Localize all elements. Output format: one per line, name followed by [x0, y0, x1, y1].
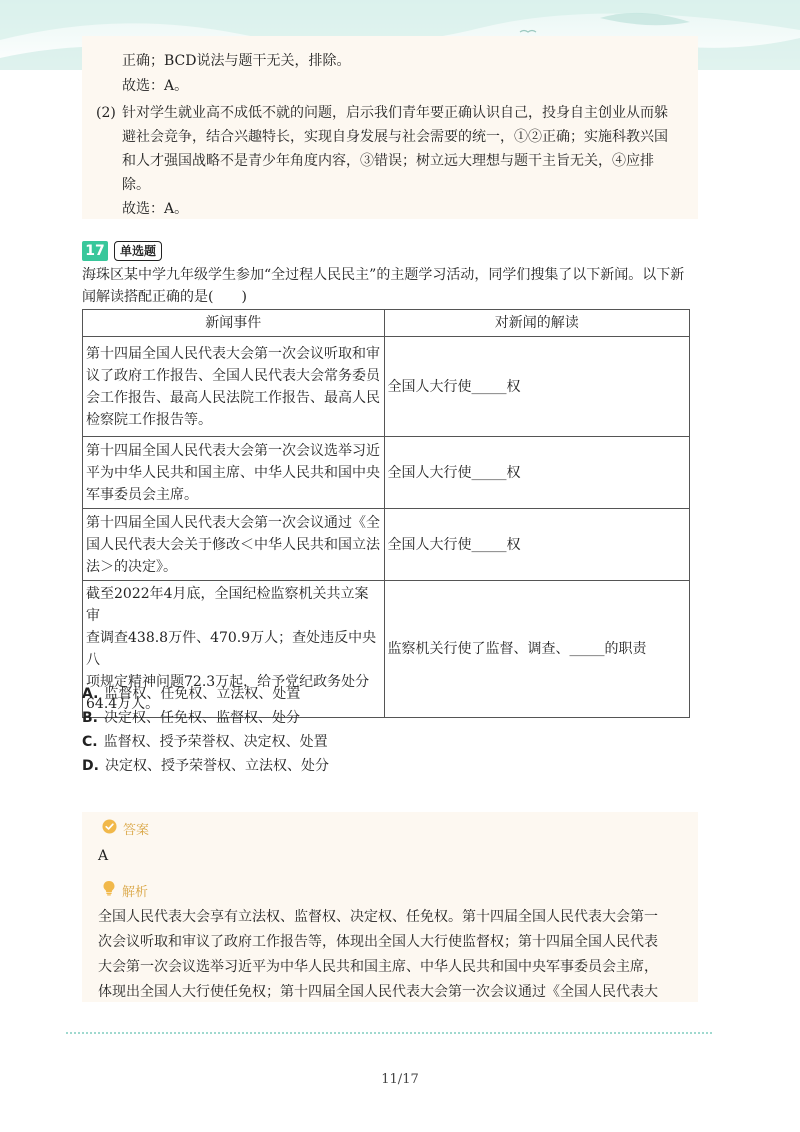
analysis-line: 体现出全国人大行使任免权；第十四届全国人民代表大会第一次会议通过《全国人民代表大	[98, 984, 658, 1000]
event-line: 项规定精神问题72.3万起，给予党纪政务处分	[86, 674, 370, 690]
part-label: (2)	[96, 105, 116, 121]
reading-cell: 全国人大行使_____权	[384, 437, 690, 509]
analysis-line: 除。	[122, 177, 150, 193]
answer-value: A	[98, 848, 109, 864]
answer-label-text: 答案	[123, 823, 150, 838]
event-line: 法＞的决定》。	[86, 558, 177, 575]
option-text: 监督权、授予荣誉权、决定权、处置	[103, 734, 328, 750]
event-line: 平为中华人民共和国主席、中华人民共和国中央	[86, 464, 380, 481]
option-letter: D.	[82, 758, 99, 774]
event-line: 第十四届全国人民代表大会第一次会议选举习近	[86, 442, 380, 459]
analysis-line: 大会第一次会议选举习近平为中华人民共和国主席、中华人民共和国中央军事委员会主席，	[98, 959, 658, 975]
lightbulb-icon	[102, 880, 116, 900]
option-d[interactable]	[82, 755, 329, 777]
option-a[interactable]	[82, 683, 300, 705]
option-text: 决定权、任免权、监督权、处分	[104, 710, 300, 726]
event-line: 军事委员会主席。	[86, 486, 198, 503]
table-row	[83, 509, 690, 581]
page-divider	[66, 1032, 712, 1034]
option-b[interactable]	[82, 707, 300, 729]
reading-cell: 监察机关行使了监督、调查、_____的职责	[384, 581, 690, 718]
event-line: 查调查438.8万件、470.9万人；查处违反中央八	[86, 630, 377, 668]
table-header-cell: 新闻事件	[83, 310, 385, 337]
option-text: 决定权、授予荣誉权、立法权、处分	[104, 758, 329, 774]
table-header-cell: 对新闻的解读	[384, 310, 690, 337]
check-circle-icon	[102, 819, 117, 838]
analysis-line: 故选：A。	[122, 78, 189, 94]
event-cell	[83, 337, 385, 437]
option-letter: C.	[82, 734, 98, 750]
analysis-line: 全国人民代表大会享有立法权、监督权、决定权、任免权。第十四届全国人民代表大会第一	[98, 909, 658, 925]
question-stem: 海珠区某中学九年级学生参加“全过程人民民主”的主题学习活动，同学们搜集了以下新闻。以下新	[82, 267, 685, 283]
analysis-line: 正确；BCD说法与题干无关，排除。	[122, 53, 351, 69]
question-header	[82, 240, 162, 262]
reading-cell: 全国人大行使_____权	[384, 337, 690, 437]
analysis-line: 故选：A。	[122, 201, 189, 217]
question-number: 17	[82, 241, 108, 261]
answer-label	[102, 819, 149, 838]
option-text: 监督权、任免权、立法权、处置	[104, 686, 301, 702]
option-letter: A.	[82, 686, 99, 702]
event-line: 截至2022年4月底，全国纪检监察机关共立案审	[86, 586, 369, 624]
analysis-line: 避社会竞争，结合兴趣特长，实现自身发展与社会需要的统一，①②正确；实施科教兴国	[122, 129, 668, 145]
table-row	[83, 437, 690, 509]
analysis-label-text: 解析	[122, 884, 149, 900]
page-number: 11/17	[381, 1072, 419, 1087]
event-line: 会工作报告、最高人民法院工作报告、最高人民	[86, 389, 380, 406]
option-letter: B.	[82, 710, 98, 726]
event-cell	[83, 509, 385, 581]
analysis-label	[102, 880, 148, 900]
news-table	[82, 309, 690, 718]
table-row	[83, 337, 690, 437]
event-line: 第十四届全国人民代表大会第一次会议通过《全	[86, 514, 380, 531]
question-stem: 闻解读搭配正确的是( )	[82, 289, 247, 305]
table-header-row	[83, 310, 690, 337]
analysis-line: 和人才强国战略不是青少年角度内容，③错误；树立远大理想与题干主旨无关，④应排	[122, 153, 654, 169]
analysis-line: 次会议听取和审议了政府工作报告等，体现出全国人大行使监督权；第十四届全国人民代表	[98, 934, 658, 950]
event-line: 第十四届全国人民代表大会第一次会议听取和审	[86, 345, 380, 362]
analysis-line: 针对学生就业高不成低不就的问题，启示我们青年要正确认识自己，投身自主创业从而躲	[122, 105, 668, 121]
event-line: 国人民代表大会关于修改＜中华人民共和国立法	[86, 536, 380, 553]
event-line: 64.4万人。	[86, 696, 160, 712]
event-line: 检察院工作报告等。	[86, 411, 212, 428]
event-cell	[83, 437, 385, 509]
reading-cell: 全国人大行使_____权	[384, 509, 690, 581]
question-type-badge: 单选题	[114, 241, 162, 261]
event-line: 议了政府工作报告、全国人民代表大会常务委员	[86, 367, 380, 384]
option-c[interactable]	[82, 731, 328, 753]
